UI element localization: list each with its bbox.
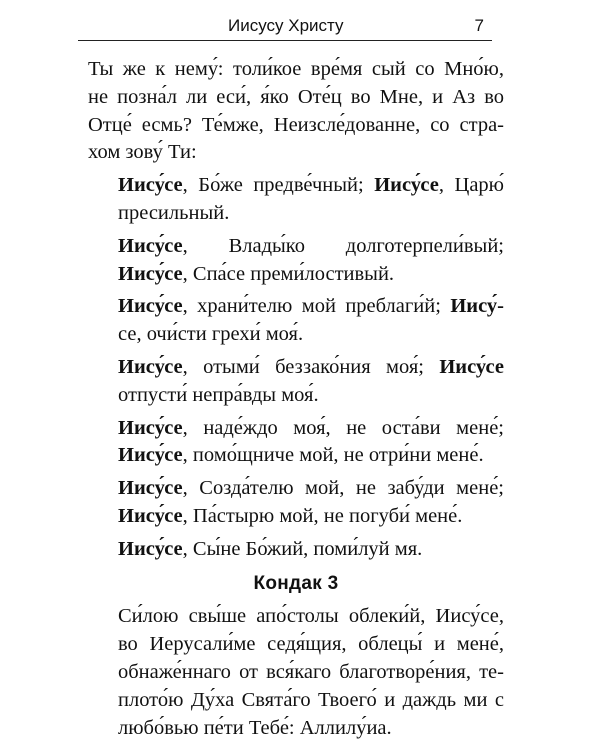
page-number: 7 — [474, 16, 484, 35]
invocation-paragraph — [88, 293, 504, 349]
text-line: хом зову́ Ти: — [88, 141, 197, 164]
invocation-name: Иису́се — [118, 295, 183, 318]
invocation-name: Иису́се — [374, 174, 439, 197]
invocation-name: Иису́се — [118, 537, 183, 560]
invocation-paragraph — [88, 233, 504, 289]
intro-paragraph — [88, 56, 504, 167]
running-title: Иисусу Христу — [228, 16, 344, 35]
text-line: во Иерусали́ме седя́щия, облецы́ и мене́, — [118, 633, 504, 656]
text-line: обнаже́ннаго от вся́каго благотворе́ния, те- — [118, 660, 504, 683]
text-line: любо́вью пе́ти Тебе́: Аллилу́иа. — [118, 716, 392, 739]
invocation-text: , храни́телю мой преблаги́й; — [182, 295, 451, 318]
invocation-name: Иису́се — [118, 416, 183, 439]
invocation-text: , Бо́же предве́чный; — [182, 174, 375, 197]
text-line: Си́лою свы́ше апо́столы облеки́й, Иису́се, — [118, 605, 504, 628]
invocation-text: , Спа́се преми́лостивый. — [182, 262, 395, 285]
invocation-paragraph — [88, 354, 504, 410]
invocation-name: Иису́- — [450, 295, 504, 318]
invocation-paragraph — [88, 536, 504, 564]
invocation-text: , Па́стырю мой, не погуби́ мене́. — [182, 504, 463, 527]
invocation-text: , Царю́ — [438, 174, 504, 197]
invocation-text: , Сы́не Бо́жий, поми́луй мя. — [182, 537, 423, 560]
running-header — [78, 16, 492, 41]
text-line: отпусти́ непра́вды моя́. — [118, 383, 319, 406]
invocation-name: Иису́се — [118, 477, 183, 500]
invocation-name: Иису́се — [118, 504, 183, 527]
invocation-text: се — [118, 323, 137, 346]
text-line — [88, 172, 504, 200]
invocation-paragraph — [88, 415, 504, 471]
invocation-name: Иису́се — [118, 234, 183, 257]
invocation-text: , Созда́телю мой, не забу́ди мене́; — [182, 477, 504, 500]
kontak-heading: Кондак 3 — [253, 572, 339, 594]
invocation-name: Иису́се — [118, 355, 183, 378]
text-line: Отце́ есмь? Те́мже, Неизсле́дованне, со стра- — [88, 113, 504, 136]
invocation-name: Иису́се — [118, 262, 183, 285]
main-text — [88, 56, 504, 747]
invocation-text: , наде́ждо моя́, не оста́ви мене́; — [182, 416, 504, 439]
text-line — [88, 442, 504, 470]
text-line: плото́ю Ду́ха Свята́го Твоего́ и даждь ми с — [118, 688, 504, 711]
kontak-paragraph — [88, 603, 504, 742]
text-line — [88, 233, 504, 261]
text-line: пресильный. — [118, 201, 230, 224]
text-line: Ты же к нему́: толи́кое вре́мя сый со Мно́ю, — [88, 58, 504, 80]
text-line: не позна́л ли еси́, я́ко Оте́ц во Мне, и Аз во — [88, 85, 504, 108]
text-line — [88, 321, 504, 349]
invocation-text: , отыми́ беззако́ния моя́; — [182, 355, 440, 378]
invocation-text: , очи́сти грехи́ моя́. — [136, 323, 304, 346]
invocation-text: , помо́щниче мой, не отри́ни мене́. — [182, 444, 484, 467]
text-line — [88, 415, 504, 443]
text-line — [88, 503, 504, 531]
text-line — [88, 354, 504, 382]
text-line — [88, 293, 504, 321]
text-line — [88, 536, 504, 564]
text-line — [88, 475, 504, 503]
invocation-name: Иису́се — [118, 444, 183, 467]
text-line — [88, 261, 504, 289]
invocation-name: Иису́се — [118, 174, 183, 197]
invocation-paragraph — [88, 475, 504, 531]
invocation-text: , Влады́ко долготерпели́вый; — [182, 234, 504, 257]
invocation-paragraph — [88, 172, 504, 228]
invocation-name: Иису́се — [439, 355, 504, 378]
